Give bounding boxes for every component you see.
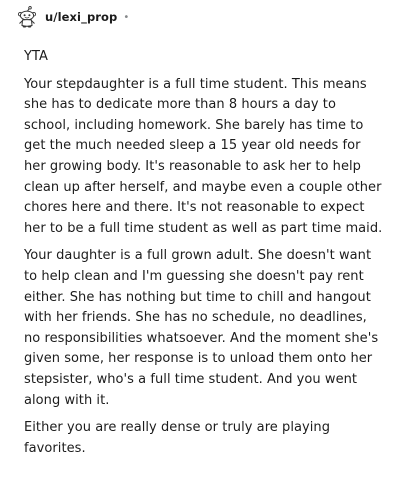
comment-author[interactable]: u/lexi_prop (45, 10, 118, 24)
snoo-avatar-icon[interactable] (16, 6, 38, 28)
comment-verdict: YTA (24, 49, 48, 64)
comment-body (24, 47, 384, 466)
meta-separator: • (123, 11, 130, 23)
comment-header (16, 6, 129, 28)
comment-paragraph: Your stepdaughter is a full time student. This means she has to dedicate more than 8 hours a day to school, including homework. She barely has time to get the much needed sleep a 15 year old needs for her growing body. It's reasonable to ask her to help clean up after herself, and maybe even a couple other chores here and there. It's not reasonable to expect her to be a full time student as well as part time maid. (24, 76, 383, 236)
comment-paragraph: Your daughter is a full grown adult. She doesn't want to help clean and I'm guessing she doesn't pay rent either. She has nothing but time to chill and hangout with her friends. She has no schedule, no deadlines, no responsibilities whatsoever. And the moment she's given some, her response is to unload them onto her stepsister, who's a full time student. And you went along with it. (24, 248, 379, 408)
comment-paragraph: Either you are really dense or truly are playing favorites. (24, 420, 331, 456)
